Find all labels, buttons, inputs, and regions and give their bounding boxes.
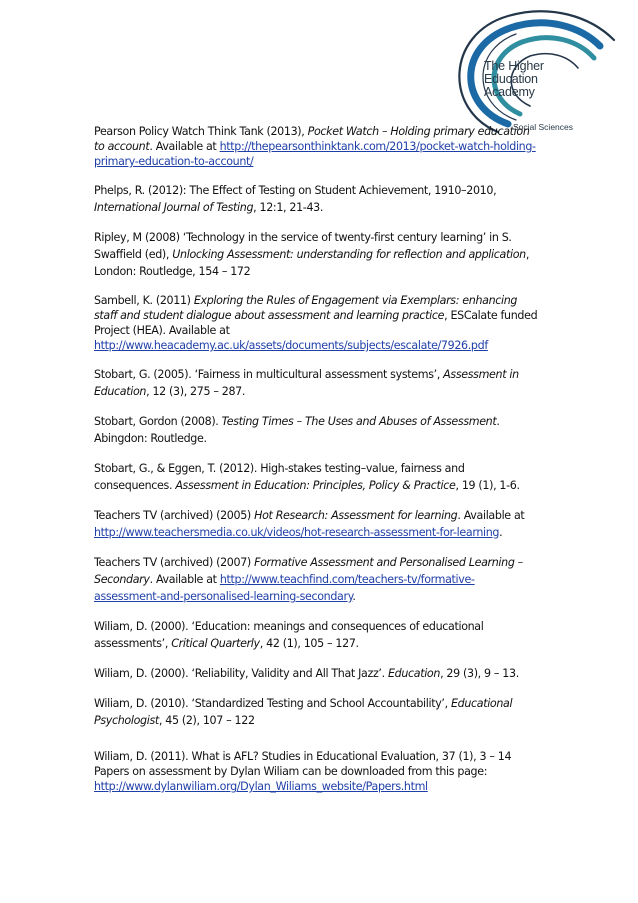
reference-title: Critical Quarterly [171,637,260,650]
reference-title: Exploring the Rules of Engagement via Exemplars: enhancing staff and student dialogue about assessment and learning practice [94,294,518,322]
reference-ripley: Ripley, M (2008) ‘Technology in the service of twenty-first century learning’ in S. Swaffield (ed), Unlocking Assessment: understanding for reflection and application, London: Routledge, 154 – 172 [94,231,530,278]
reference-title: Hot Research: Assessment for learning [254,509,458,522]
reference-teachers-tv-2007: Teachers TV (archived) (2007) Formative Assessment and Personalised Learning – Secondary. Available at http://www.teachfind.com/teachers-tv/formative-assessment-and-personalised-learning-secondary. [94,556,523,603]
reference-title: Assessment in Education [94,368,519,398]
reference-wiliam-2000a: Wiliam, D. (2000). ‘Education: meanings and consequences of educational assessments’, Critical Quarterly, 42 (1), 105 – 127. [94,620,484,650]
reference-title: Assessment in Education: Principles, Policy & Practice [175,479,456,492]
reference-wiliam-2011: Wiliam, D. (2011). What is AFL? Studies in Educational Evaluation, 37 (1), 3 – 14 Papers on assessment by Dylan Wiliam can be downloaded from this page: http://www.dylanwiliam.org/Dylan_Wiliams_website/Papers.html [94,750,512,793]
reference-title: Pocket Watch – Holding primary education to account [94,125,530,153]
logo-line-2: Education [484,72,538,86]
reference-stobart-2005: Stobart, G. (2005). ‘Fairness in multicultural assessment systems’, Assessment in Education, 12 (3), 275 – 287. [94,368,519,398]
pearson-link[interactable]: http://thepearsonthinktank.com/2013/pocket-watch-holding-primary-education-to-account/ [94,140,536,168]
logo-line-1: The Higher [484,59,544,73]
reference-title: Education [387,667,441,680]
logo-line-3: Academy [484,85,535,99]
reference-list [94,124,540,807]
reference-title: Testing Times – The Uses and Abuses of Assessment [221,415,497,428]
reference-title: Educational Psychologist [94,697,513,727]
reference-title: International Journal of Testing [94,201,254,214]
reference-wiliam-2000b: Wiliam, D. (2000). ‘Reliability, Validity and All That Jazz’. Education, 29 (3), 9 – 13. [94,667,519,680]
reference-pearson: Pearson Policy Watch Think Tank (2013), Pocket Watch – Holding primary education to account. Available at http://thepearsonthinktank.com/2013/pocket-watch-holding-primary-education-to-account/ [94,125,536,168]
logo-subtitle: Social Sciences [513,122,574,132]
reference-wiliam-2010: Wiliam, D. (2010). ‘Standardized Testing and School Accountability’, Educational Psychologist, 45 (2), 107 – 122 [94,697,513,727]
reference-stobart-2008: Stobart, Gordon (2008). Testing Times – The Uses and Abuses of Assessment. Abingdon: Routledge. [94,415,500,445]
dylanwiliam-link[interactable]: http://www.dylanwiliam.org/Dylan_Wiliams_website/Papers.html [94,780,428,793]
reference-teachers-tv-2005: Teachers TV (archived) (2005) Hot Research: Assessment for learning. Available at http://www.teachersmedia.co.uk/videos/hot-research-assessment-for-learning. [94,509,525,539]
reference-sambell: Sambell, K. (2011) Exploring the Rules of Engagement via Exemplars: enhancing staff and student dialogue about assessment and learning practice, ESCalate funded Project (HEA). Available at http://www.heacademy.ac.uk/assets/documents/subjects/escalate/7926.pdf [94,294,538,352]
reference-phelps: Phelps, R. (2012): The Effect of Testing on Student Achievement, 1910–2010, International Journal of Testing, 12:1, 21-43. [94,184,497,214]
reference-title: Formative Assessment and Personalised Learning – Secondary [94,556,523,586]
teachfind-link[interactable]: http://www.teachfind.com/teachers-tv/formative-assessment-and-personalised-learning-secondary [94,573,475,603]
heacademy-link[interactable]: http://www.heacademy.ac.uk/assets/documents/subjects/escalate/7926.pdf [94,339,488,352]
reference-stobart-eggen: Stobart, G., & Eggen, T. (2012). High-stakes testing–value, fairness and consequences. Assessment in Education: Principles, Policy & Practice, 19 (1), 1-6. [94,462,520,492]
teachersmedia-link[interactable]: http://www.teachersmedia.co.uk/videos/hot-research-assessment-for-learning [94,526,500,539]
reference-title: Unlocking Assessment: understanding for reflection and application [172,248,526,261]
